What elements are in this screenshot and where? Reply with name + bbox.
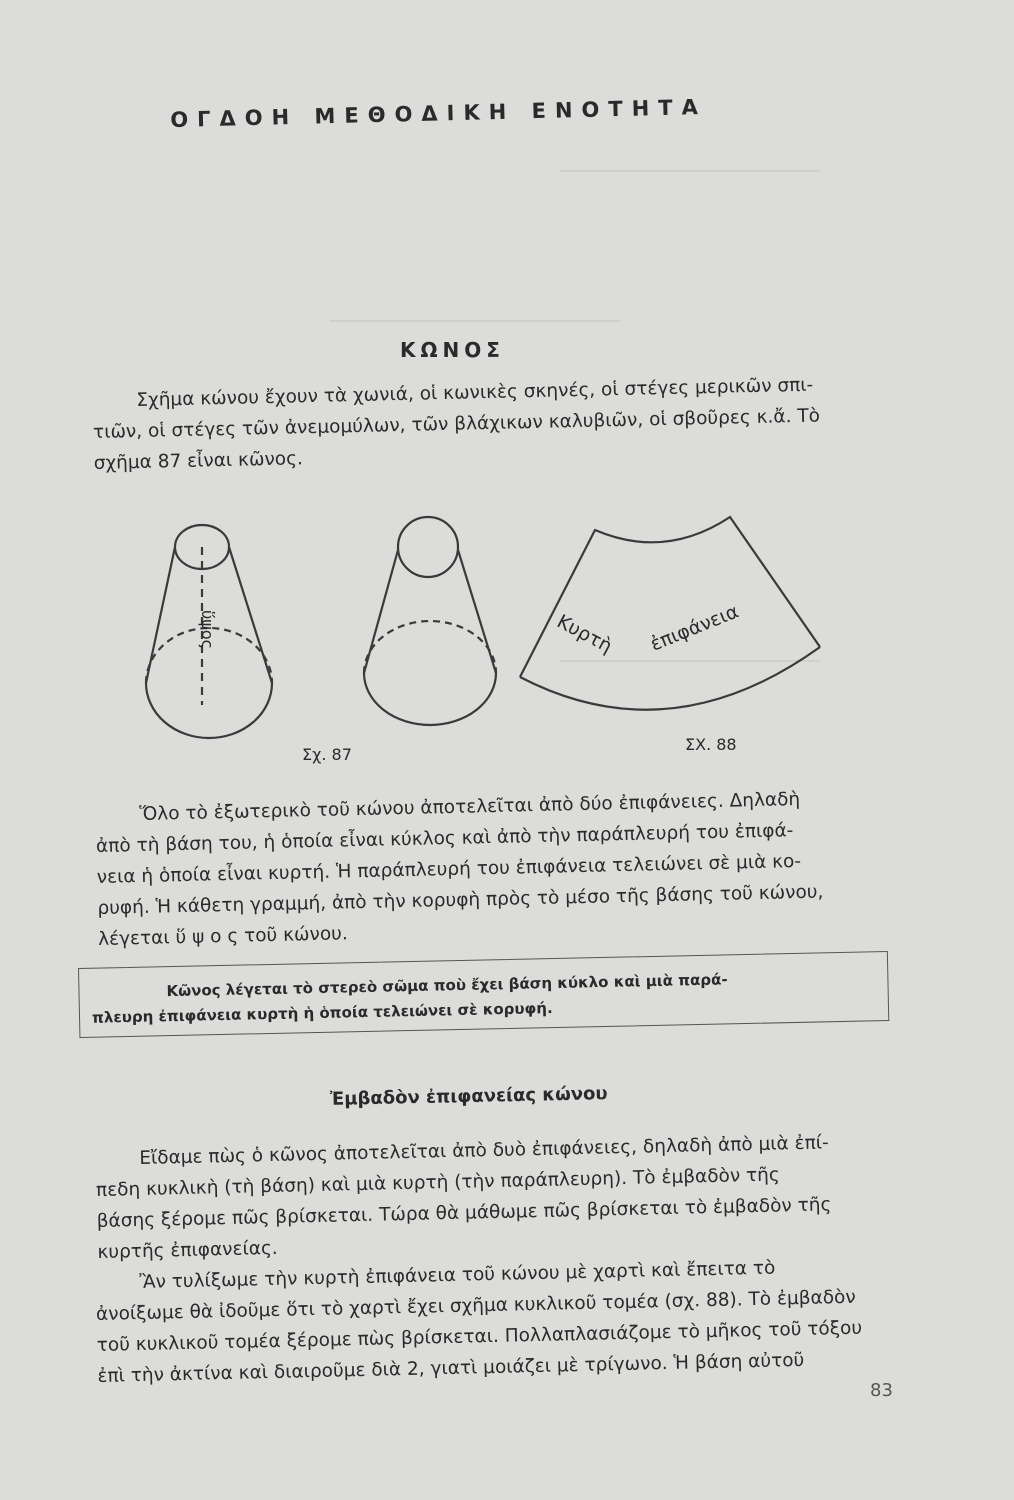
text-line: τιῶν, οἱ στέγες τῶν ἀνεμομύλων, τῶν βλάχικων καλυβιῶν, οἱ σβοῦρες κ.ἄ. Τὸ (92, 405, 821, 443)
sector-paragraph (95, 1250, 913, 1392)
definition-line: Κῶνος λέγεται τὸ στερεὸ σῶμα ποὺ ἔχει βάση κύκλο καὶ μιὰ παρά- (166, 970, 728, 1001)
text-line: νεια ἡ ὁποία εἶναι κυρτή. Ἡ παράπλευρή του ἐπιφάνεια τελειώνει σὲ μιὰ κο- (96, 851, 802, 888)
cone-base-front (146, 683, 272, 738)
cone-base-back (364, 621, 496, 673)
text-line: Σχῆμα κώνου ἔχουν τὰ χωνιά, οἱ κωνικὲς σκηνές, οἱ στέγες μερικῶν σπι- (136, 374, 814, 411)
surface-area-paragraph (95, 1126, 913, 1268)
text-line: ἀνοίξωμε θὰ ἰδοῦμε ὅτι τὸ χαρτὶ ἔχει σχῆμα κυκλικοῦ τομέα (σχ. 88). Τὸ ἐμβαδὸν (95, 1286, 856, 1325)
text-line: ρυφή. Ἡ κάθετη γραμμή, ἀπὸ τὴν κορυφὴ πρὸς τὸ μέσο τῆς βάσης τοῦ κώνου, (97, 881, 824, 919)
sector-arc (520, 647, 820, 710)
cone-description-paragraph (95, 782, 913, 955)
height-label: ὕψος (198, 610, 217, 649)
definition-line: πλευρη ἐπιφάνεια κυρτὴ ἡ ὁποία τελειώνει σὲ κορυφή. (91, 999, 553, 1027)
chapter-title: ΟΓΔΟΗ ΜΕΘΟΔΙΚΗ ΕΝΟΤΗΤΑ (170, 94, 708, 132)
cone-side-right (229, 547, 272, 683)
bleed-through-line (560, 170, 820, 172)
bleed-through-line (330, 320, 620, 322)
text-line: πεδη κυκλικὴ (τὴ βάση) καὶ μιὰ κυρτὴ (τὴν παράπλευρη). Τὸ ἐμβαδὸν τῆς (95, 1164, 781, 1201)
cone-figure-plain (364, 517, 496, 725)
figures (130, 505, 830, 775)
text-line: ἐπὶ τὴν ἀκτίνα καὶ διαιροῦμε διὰ 2, γιατὶ μοιάζει μὲ τρίγωνο. Ἡ βάση αὐτοῦ (97, 1349, 805, 1387)
cone-base-front (364, 673, 496, 725)
fig88-caption: ΣΧ. 88 (685, 735, 737, 754)
text-line: Ἂν τυλίξωμε τὴν κυρτὴ ἐπιφάνεια τοῦ κώνου μὲ χαρτὶ καὶ ἔπειτα τὸ (139, 1257, 776, 1293)
fig87-caption: Σχ. 87 (302, 745, 352, 764)
text-line: τοῦ κυκλικοῦ τομέα ξέρομε πὼς βρίσκεται. Πολλαπλασιάζομε τὸ μῆκος τοῦ τόξου (96, 1317, 863, 1356)
text-line: Ὅλο τὸ ἐξωτερικὸ τοῦ κώνου ἀποτελεῖται ἀπὸ δύο ἐπιφάνειες. Δηλαδὴ (139, 789, 801, 825)
text-line: σχῆμα 87 εἶναι κῶνος. (93, 448, 304, 474)
surface-label-2: ἐπιφάνεια (647, 600, 742, 656)
sector-sides (520, 517, 820, 677)
page-number: 83 (870, 1380, 893, 1401)
text-line: κυρτῆς ἐπιφανείας. (97, 1237, 278, 1263)
cone-side-left (146, 547, 175, 683)
cone-top-ellipse (398, 517, 458, 577)
surface-label-1: Κυρτὴ (553, 610, 616, 658)
cone-side-left (364, 550, 398, 673)
cone-side-right (458, 550, 496, 673)
text-line: ἀπὸ τὴ βάση του, ἡ ὁποία εἶναι κύκλος καὶ ἀπὸ τὴν παράπλευρή του ἐπιφά- (95, 820, 794, 857)
text-line: Εἴδαμε πὼς ὁ κῶνος ἀποτελεῖται ἀπὸ δυὸ ἐπιφάνειες, δηλαδὴ ἀπὸ μιὰ ἐπί- (139, 1132, 829, 1169)
section-title: Ἐμβαδὸν ἐπιφανείας κώνου (329, 1083, 608, 1110)
page-title: ΚΩΝΟΣ (400, 338, 505, 362)
intro-paragraph (92, 368, 909, 479)
text-line: βάσης ξέρομε πῶς βρίσκεται. Τώρα θὰ μάθωμε πῶς βρίσκεται τὸ ἐμβαδὸν τῆς (96, 1194, 832, 1232)
definition-box (78, 951, 889, 1038)
text-line: λέγεται ὕ ψ ο ς τοῦ κώνου. (97, 923, 348, 950)
